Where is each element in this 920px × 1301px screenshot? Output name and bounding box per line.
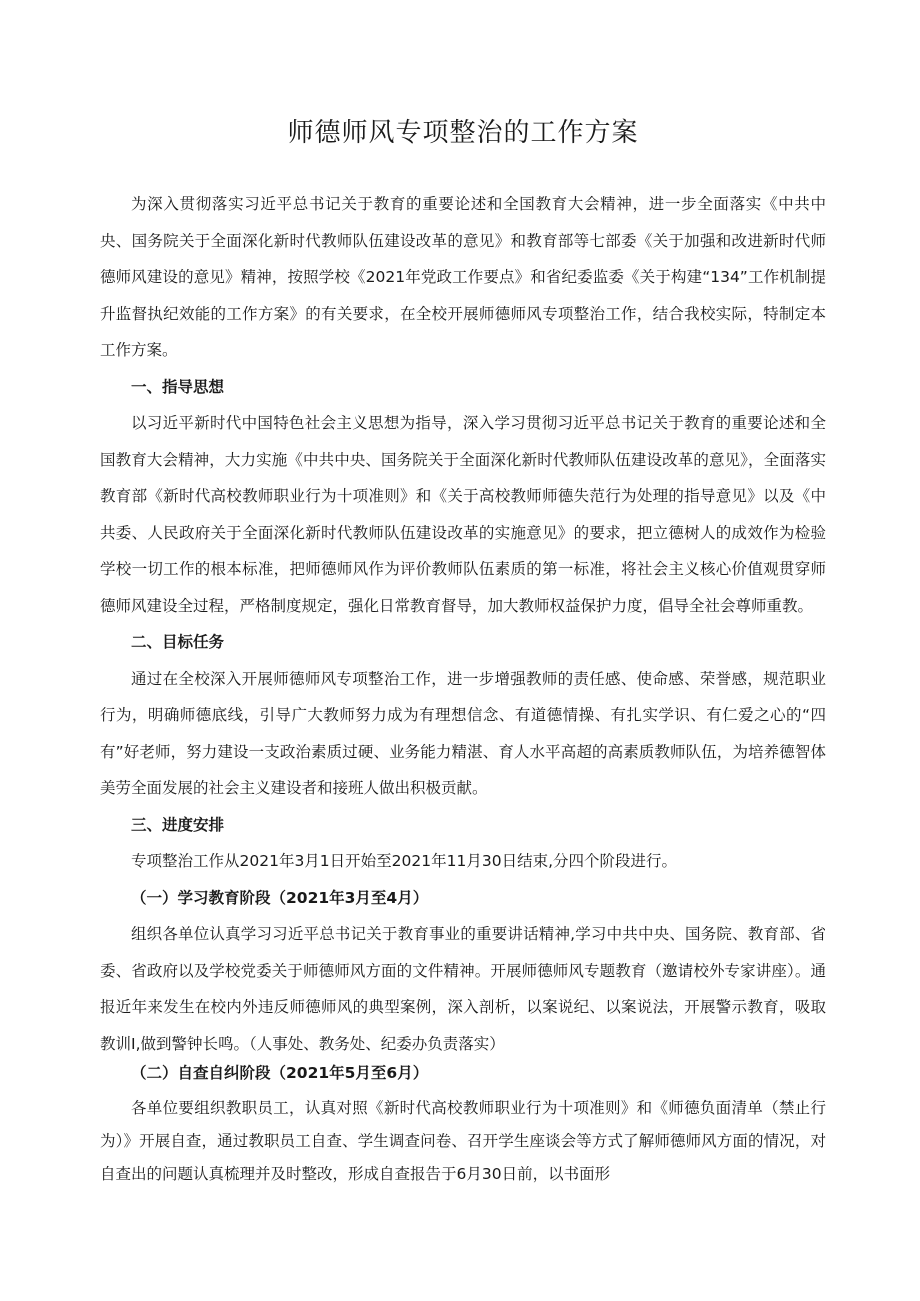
stage-paragraph-self-check: 各单位要组织教职员工，认真对照《新时代高校教师职业行为十项准则》和《师德负面清单（禁止行为）》开展自查，通过教职员工自查、学生调查问卷、召开学生座谈会等方式了解师德师风方面的情况，对自查出的问题认真梳理并及时整改，形成自查报告于6月30日前，以书面形 xyxy=(100,1099,826,1183)
stage-heading-study: （一）学习教育阶段（2021年3月至4月） xyxy=(131,888,429,907)
section-paragraph-goals: 通过在全校深入开展师德师风专项整治工作，进一步增强教师的责任感、使命感、荣誉感，规范职业行为，明确师德底线，引导广大教师努力成为有理想信念、有道德情操、有扎实学识、有仁爱之心的“四有”好老师，努力建设一支政治素质过硬、业务能力精湛、育人水平高超的高素质教师队伍，为培养德智体美劳全面发展的社会主义建设者和接班人做出积极贡献。 xyxy=(100,669,826,797)
section-heading-schedule: 三、进度安排 xyxy=(131,815,225,834)
page-title: 师德师风专项整治的工作方案 xyxy=(287,118,639,148)
stage-paragraph-study: 组织各单位认真学习习近平总书记关于教育事业的重要讲话精神,学习中共中央、国务院、教育部、省委、省政府以及学校党委关于师德师风方面的文件精神。开展师德师风专题教育（邀请校外专家讲座）。通报近年来发生在校内外违反师德师风的典型案例，深入剖析，以案说纪、以案说法，开展警示教育，吸取教训I,做到警钟长鸣。（人事处、教务处、纪委办负责落实） xyxy=(100,925,826,1053)
section-heading-goals: 二、目标任务 xyxy=(131,633,225,651)
intro-paragraph: 为深入贯彻落实习近平总书记关于教育的重要论述和全国教育大会精神，进一步全面落实《中共中央、国务院关于全面深化新时代教师队伍建设改革的意见》和教育部等七部委《关于加强和改进新时代师德师风建设的意见》精神，按照学校《2021年党政工作要点》和省纪委监委《关于构建“134”工作机制提升监督执纪效能的工作方案》的有关要求，在全校开展师德师风专项整治工作，结合我校实际，特制定本工作方案。 xyxy=(100,195,826,359)
section-paragraph-guiding-ideology: 以习近平新时代中国特色社会主义思想为指导，深入学习贯彻习近平总书记关于教育的重要论述和全国教育大会精神，大力实施《中共中央、国务院关于全面深化新时代教师队伍建设改革的意见》，全面落实教育部《新时代高校教师职业行为十项准则》和《关于高校教师师德失范行为处理的指导意见》以及《中共委、人民政府关于全面深化新时代教师队伍建设改革的实施意见》的要求，把立德树人的成效作为检验学校一切工作的根本标准，把师德师风作为评价教师队伍素质的第一标准，将社会主义核心价值观贯穿师德师风建设全过程，严格制度规定，强化日常教育督导，加大教师权益保护力度，倡导全社会尊师重教。 xyxy=(100,414,826,615)
stage-heading-self-check: （二）自查自纠阶段（2021年5月至6月） xyxy=(131,1064,429,1082)
section-paragraph-schedule: 专项整治工作从2021年3月1日开始至2021年11月30日结束,分四个阶段进行。 xyxy=(131,852,677,870)
document-body xyxy=(100,186,826,1191)
section-heading-guiding-ideology: 一、指导思想 xyxy=(131,377,225,396)
